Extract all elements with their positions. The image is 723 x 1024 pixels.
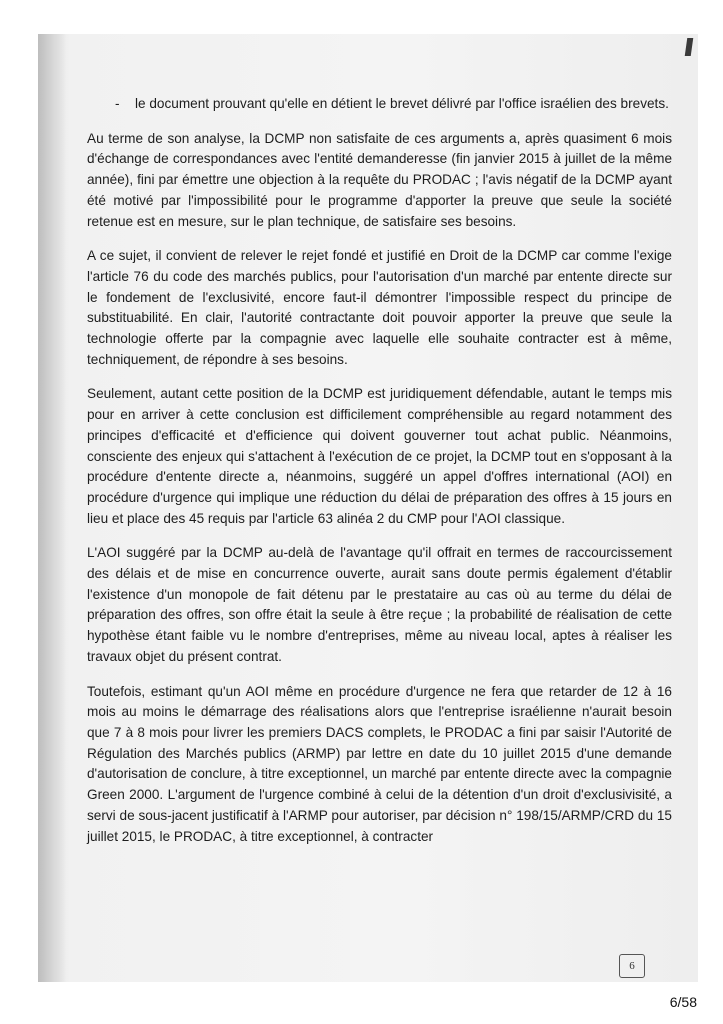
paragraph-2: A ce sujet, il convient de relever le rejet fondé et justifié en Droit de la DCMP car comme l'exige l'article 76 du code des marchés publics, pour l'autorisation d'un marché par entente directe sur le fondement de l'exclusivité, encore faut-il démontrer l'impossible respect du principe de substituabilité. En clair, l'autorité contractante doit pouvoir apporter la preuve que seule la technologie offerte par la compagnie avec laquelle elle souhaite contracter est à même, techniquement, de répondre à ses besoins.: [87, 248, 672, 367]
paragraph-1: Au terme de son analyse, la DCMP non satisfaite de ces arguments a, après quasiment 6 mois d'échange de correspondances avec l'entité demanderesse (fin janvier 2015 à juillet de la même année), fini par émettre une objection à la requête du PRODAC ; l'avis négatif de la DCMP ayant été motivé par l'impossibilité pour le programme d'apporter la preuve que seule la société retenue est en mesure, sur le plan technique, de satisfaire ses besoins.: [87, 130, 672, 229]
scanned-page: [38, 34, 698, 982]
bullet-item: [115, 94, 672, 115]
page-number-box: 6: [619, 954, 645, 978]
paragraph-4: L'AOI suggéré par la DCMP au-delà de l'avantage qu'il offrait en termes de raccourcissement des délais et de mise en concurrence ouverte, aurait sans doute permis également d'établir l'existence d'un monopole de fait détenu par le prestataire au cas où au terme du délai de préparation des offres, son offre était la seule à être reçue ; la probabilité de réalisation de cette hypothèse étant faible vu le nombre d'entreprises, même au niveau local, aptes à réaliser les travaux objet du présent contrat.: [87, 545, 672, 664]
corner-mark: [685, 38, 694, 56]
paragraph-3: Seulement, autant cette position de la DCMP est juridiquement défendable, autant le temps mis pour en arriver à cette conclusion est difficilement compréhensible au regard notamment des principes d'efficacité et d'efficience qui doivent gouverner tout achat public. Néanmoins, consciente des enjeux qui s'attachent à l'exécution de ce projet, la DCMP tout en s'opposant à la procédure d'entente directe a, néanmoins, suggéré un appel d'offres international (AOI) en procédure d'urgence qui implique une réduction du délai de préparation des offres à 15 jours en lieu et place des 45 requis par l'article 63 alinéa 2 du CMP pour l'AOI classique.: [87, 386, 672, 526]
bullet-mark: -: [115, 96, 120, 111]
document-body: [87, 94, 672, 861]
paragraph-5: Toutefois, estimant qu'un AOI même en procédure d'urgence ne fera que retarder de 12 à 16 mois au moins le démarrage des réalisations alors que l'entreprise israélienne n'aurait besoin que 7 à 8 mois pour livrer les premiers DACS complets, le PRODAC a fini par saisir l'Autorité de Régulation des Marchés publics (ARMP) par lettre en date du 10 juillet 2015 d'une demande d'autorisation de conclure, à titre exceptionnel, un marché par entente directe avec la compagnie Green 2000. L'argument de l'urgence combiné à celui de la détention d'un droit d'exclusivisité, a servi de sous-jacent justificatif à l'ARMP pour autoriser, par décision n° 198/15/ARMP/CRD du 15 juillet 2015, le PRODAC, à titre exceptionnel, à contracter: [87, 683, 672, 844]
bullet-text: le document prouvant qu'elle en détient le brevet délivré par l'office israélien des brevets.: [135, 96, 669, 111]
binding-shadow: [38, 34, 66, 982]
page-counter: 6/58: [669, 994, 697, 1010]
